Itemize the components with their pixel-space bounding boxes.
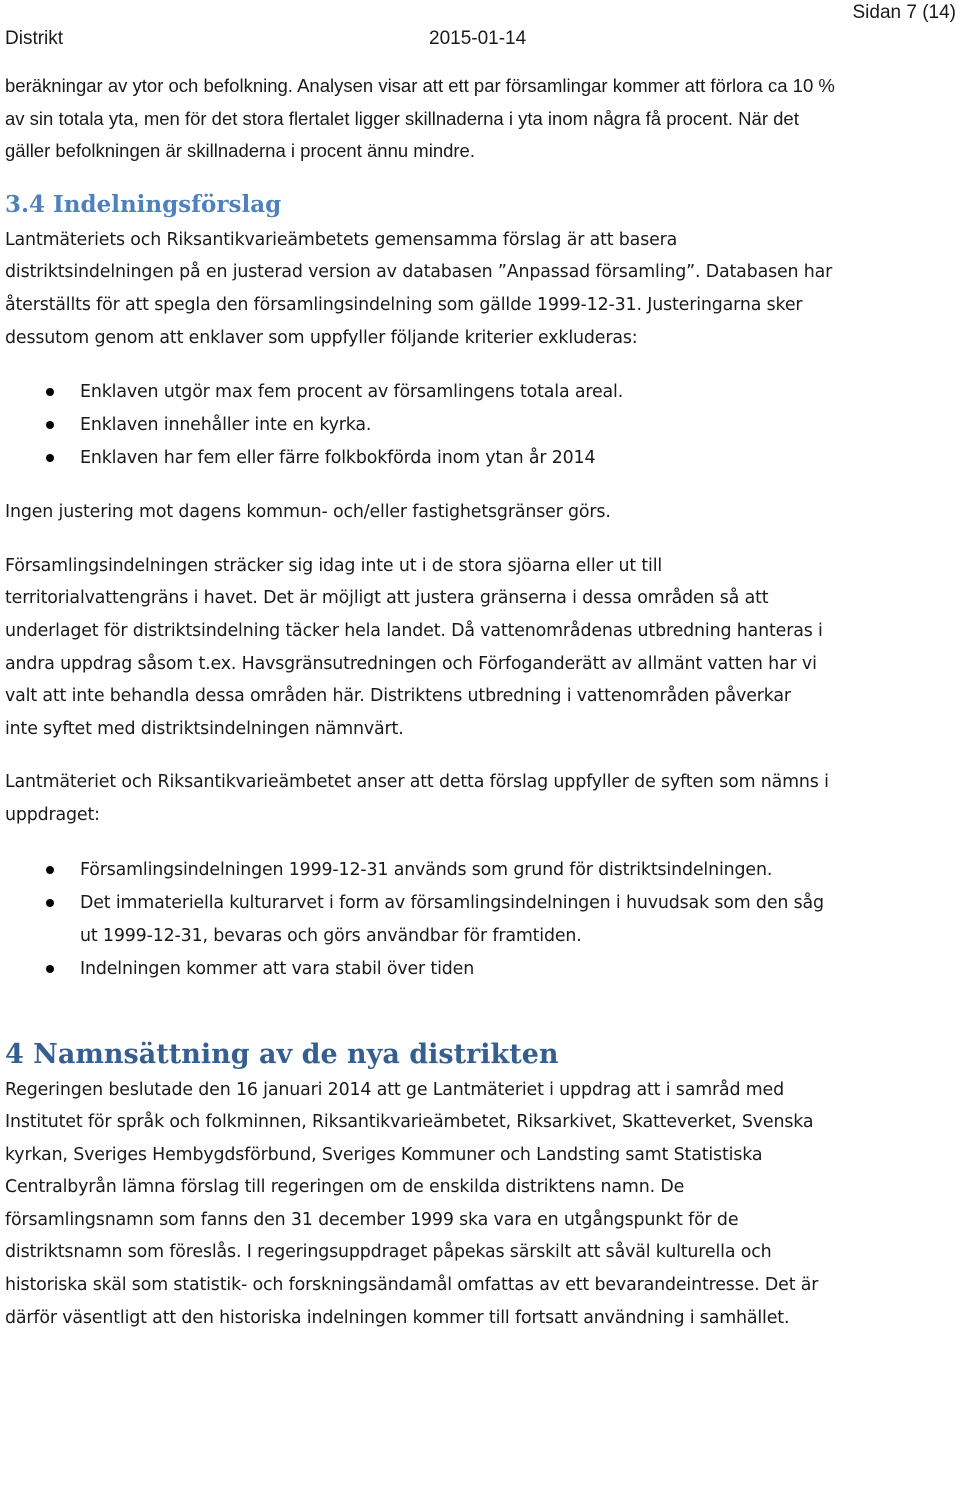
bullet-icon [46, 899, 54, 907]
no-adjustment-paragraph: Ingen justering mot dagens kommun- och/eller fastighetsgränser görs. [5, 502, 611, 523]
document-body [5, 70, 835, 1334]
list-item: Enklaven innehåller inte en kyrka. [5, 409, 835, 442]
section-3-4-paragraph: Lantmäteriets och Riksantikvarieämbetets gemensamma förslag är att basera distriktsindelningen på en justerad version av databasen ”Anpassad församling”. Databasen har återställts för att spegla den församlingsindelning som gällde 1999-12-31. Justeringarna sker dessutom genom att enklaver som uppfyller följande kriterier exkluderas: [5, 229, 833, 348]
intro-paragraph: beräkningar av ytor och befolkning. Analysen visar att ett par församlingar kommer att förlora ca 10 % av sin totala yta, men för det stora flertalet ligger skillnaderna i yta inom några få procent. När det gäller befolkningen är skillnaderna i procent ännu mindre. [5, 75, 835, 162]
bullet-icon [46, 965, 54, 973]
water-paragraph: Församlingsindelningen sträcker sig idag inte ut i de stora sjöarna eller ut till territorialvattengräns i havet. Det är möjligt att justera gränserna i dessa områden så att underlaget för distriktsindelning täcker hela landet. Då vattenområdenas utbredning hanteras i andra uppdrag såsom t.ex. Havsgränsutredningen och Förfoganderätt av allmänt vatten har vi valt att inte behandla dessa områden här. Distriktens utbredning i vattenområden påverkar inte syftet med distriktsindelningen nämnvärt. [5, 555, 823, 739]
header-date: 2015-01-14 [429, 28, 527, 49]
bullet-icon [46, 454, 54, 462]
bullet-icon [46, 421, 54, 429]
list-item: Församlingsindelningen 1999-12-31 används som grund för distriktsindelningen. [5, 854, 835, 887]
list-item: Enklaven utgör max fem procent av församlingens totala areal. [5, 376, 835, 409]
bullet-icon [46, 388, 54, 396]
section-4-paragraph: Regeringen beslutade den 16 januari 2014 att ge Lantmäteriet i uppdrag att i samråd med Institutet för språk och folkminnen, Riksantikvarieämbetet, Riksarkivet, Skatteverket, Svenska kyrkan, Sveriges Hembygdsförbund, Sveriges Kommuner och Landsting samt Statistiska Centralbyrån lämna förslag till regeringen om de enskilda distriktens namn. De församlingsnamn som fanns den 31 december 1999 ska vara en utgångspunkt för de distriktsnamn som föreslås. I regeringsuppdraget påpekas särskilt att såväl kulturella och historiska skäl som statistik- och forskningsändamål omfattas av ett bevarandeintresse. Det är därför väsentligt att den historiska indelningen kommer till fortsatt användning i samhället. [5, 1079, 819, 1328]
list-item: Indelningen kommer att vara stabil över tiden [5, 953, 835, 986]
section-3-4-heading: 3.4 Indelningsförslag [5, 190, 282, 218]
list-item: Enklaven har fem eller färre folkbokförda inom ytan år 2014 [5, 442, 835, 475]
section-4-heading: 4 Namnsättning av de nya distrikten [5, 1038, 559, 1070]
list-item: Det immateriella kulturarvet i form av församlingsindelningen i huvudsak som den såg ut 1999-12-31, bevaras och görs användbar för framtiden. [5, 887, 835, 953]
bullet-icon [46, 866, 54, 874]
page-header [5, 28, 955, 54]
page-number: Sidan 7 (14) [852, 2, 956, 23]
purposes-list [5, 854, 835, 986]
criteria-list [5, 376, 835, 475]
assessment-paragraph: Lantmäteriet och Riksantikvarieämbetet anser att detta förslag uppfyller de syften som nämns i uppdraget: [5, 772, 829, 825]
header-title: Distrikt [5, 28, 64, 49]
